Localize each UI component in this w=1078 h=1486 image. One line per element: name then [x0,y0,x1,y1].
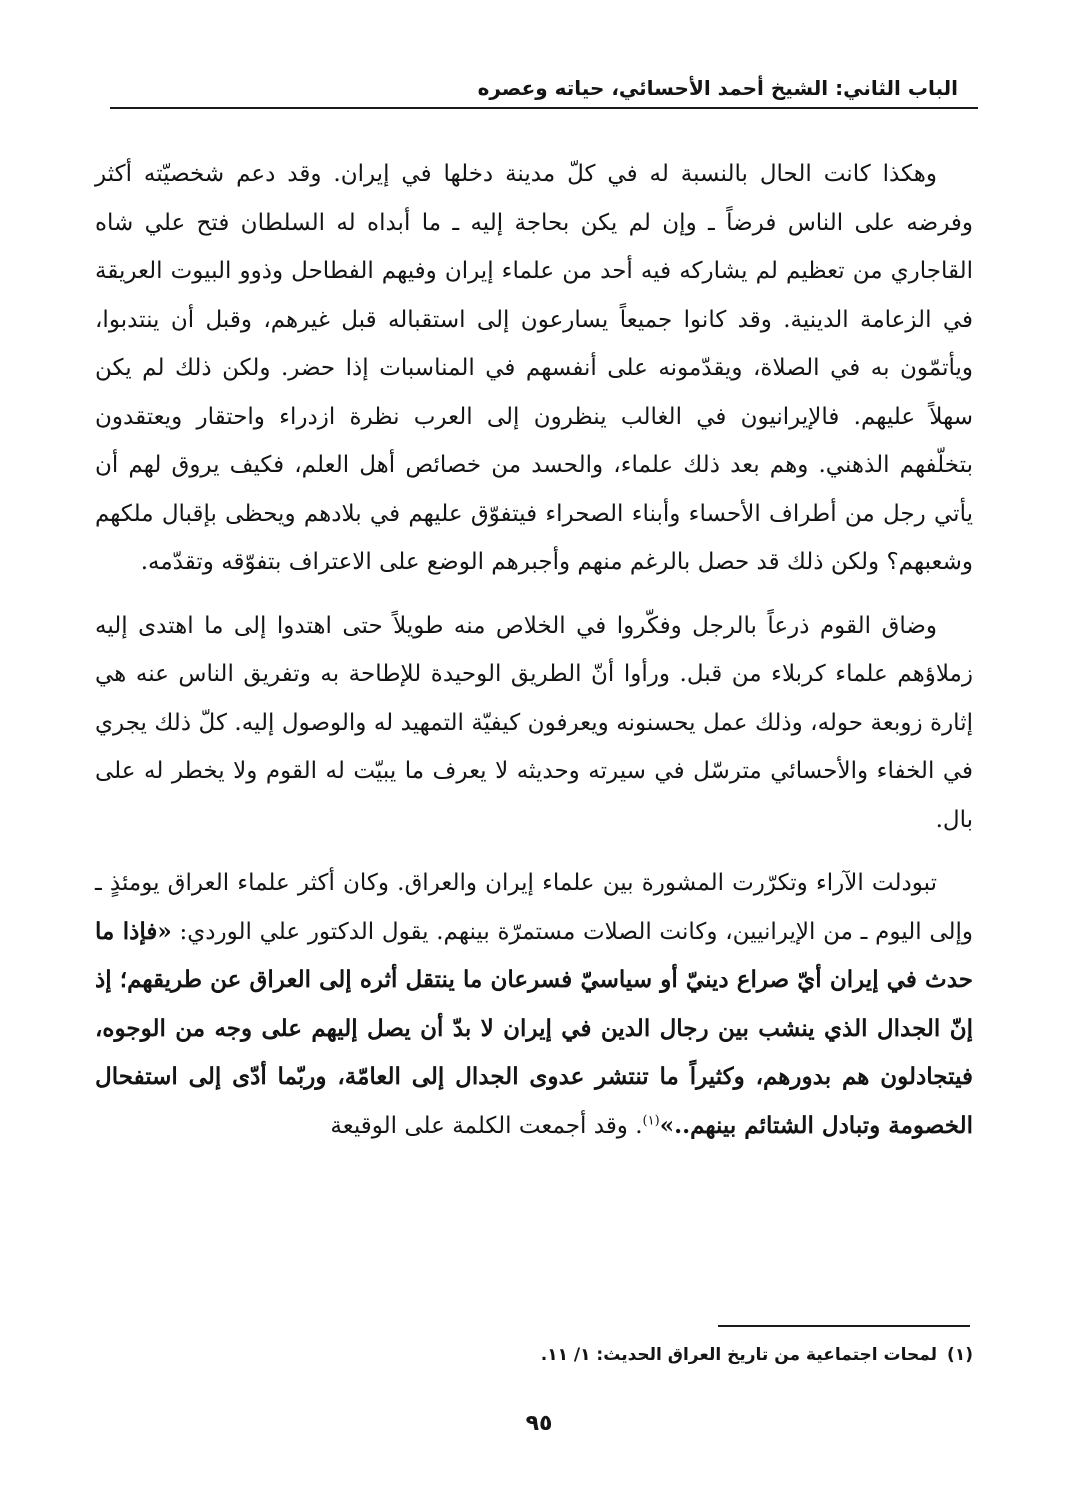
paragraph-3 [95,859,973,1150]
paragraph-2: وضاق القوم ذرعاً بالرجل وفكّروا في الخلاص منه طويلاً حتى اهتدوا إلى ما اهتدى إليه زملاؤهم علماء كربلاء من قبل. ورأوا أنّ الطريق الوحيدة للإطاحة به وتفريق الناس عنه هي إثارة زوبعة حوله، وذلك عمل يحسنونه ويعرفون كيفيّة التمهيد له والوصول إليه. كلّ ذلك يجري في الخفاء والأحسائي مترسّل في سيرته وحديثه لا يعرف ما يبيّت له القوم ولا يخطر له على بال. [95,612,973,833]
main-text-block [95,150,973,1150]
running-header-title: الباب الثاني: الشيخ أحمد الأحسائي، حياته وعصره [477,76,958,100]
paragraph-3-tail: . وقد أجمعت الكلمة على الوقيعة [330,1112,643,1139]
footnote-reference-mark[interactable]: (١) [642,1112,660,1128]
page-number: ٩٥ [525,1411,553,1436]
footnote-number: (١) [947,1345,973,1365]
header-rule [110,107,978,109]
paragraph-1: وهكذا كانت الحال بالنسبة له في كلّ مدينة دخلها في إيران. وقد دعم شخصيّته أكثر وفرضه على الناس فرضاً ـ وإن لم يكن بحاجة إليه ـ ما أبداه له السلطان فتح علي شاه القاجاري من تعظيم لم يشاركه فيه أحد من علماء إيران وفيهم الفطاحل وذوو البيوت العريقة في الزعامة الدينية. وقد كانوا جميعاً يسارعون إلى استقباله قبل غيرهم، وقبل أن ينتدبوا، ويأتمّون به في الصلاة، ويقدّمونه على أنفسهم في المناسبات إذا حضر. ولكن ذلك لم يكن سهلاً عليهم. فالإيرانيون في الغالب ينظرون إلى العرب نظرة ازدراء واحتقار ويعتقدون بتخلّفهم الذهني. وهم بعد ذلك علماء، والحسد من خصائص أهل العلم، فكيف يروق لهم أن يأتي رجل من أطراف الأحساء وأبناء الصحراء فيتفوّق عليهم في بلادهم ويحظى بإقبال ملكهم وشعبهم؟ ولكن ذلك قد حصل بالرغم منهم وأجبرهم الوضع على الاعتراف بتفوّقه وتقدّمه. [95,161,974,575]
footnote-text: لمحات اجتماعية من تاريخ العراق الحديث: ١/ ١١. [540,1345,938,1365]
footnote-separator-rule [718,1325,970,1327]
quotation-al-wardi: «فإذا ما حدث في إيران أيّ صراع دينيّ أو سياسيّ فسرعان ما ينتقل أثره إلى العراق عن طريقهم؛ إذ إنّ الجدال الذي ينشب بين رجال الدين في إيران لا بدّ أن يصل إليهم على وجه من الوجوه، فيتجادلون هم بدورهم، وكثيراً ما تنتشر عدوى الجدال إلى العامّة، وربّما أدّى إلى استفحال الخصومة وتبادل الشتائم بينهم..» [95,917,973,1139]
paragraph-3-lead: تبودلت الآراء وتكرّرت المشورة بين علماء إيران والعراق. وكان أكثر علماء العراق يومئذٍ ـ وإلى اليوم ـ من الإيرانيين، وكانت الصلات مستمرّة بينهم. يقول الدكتور علي الوردي: [95,870,973,945]
footnote-1 [95,1342,973,1368]
